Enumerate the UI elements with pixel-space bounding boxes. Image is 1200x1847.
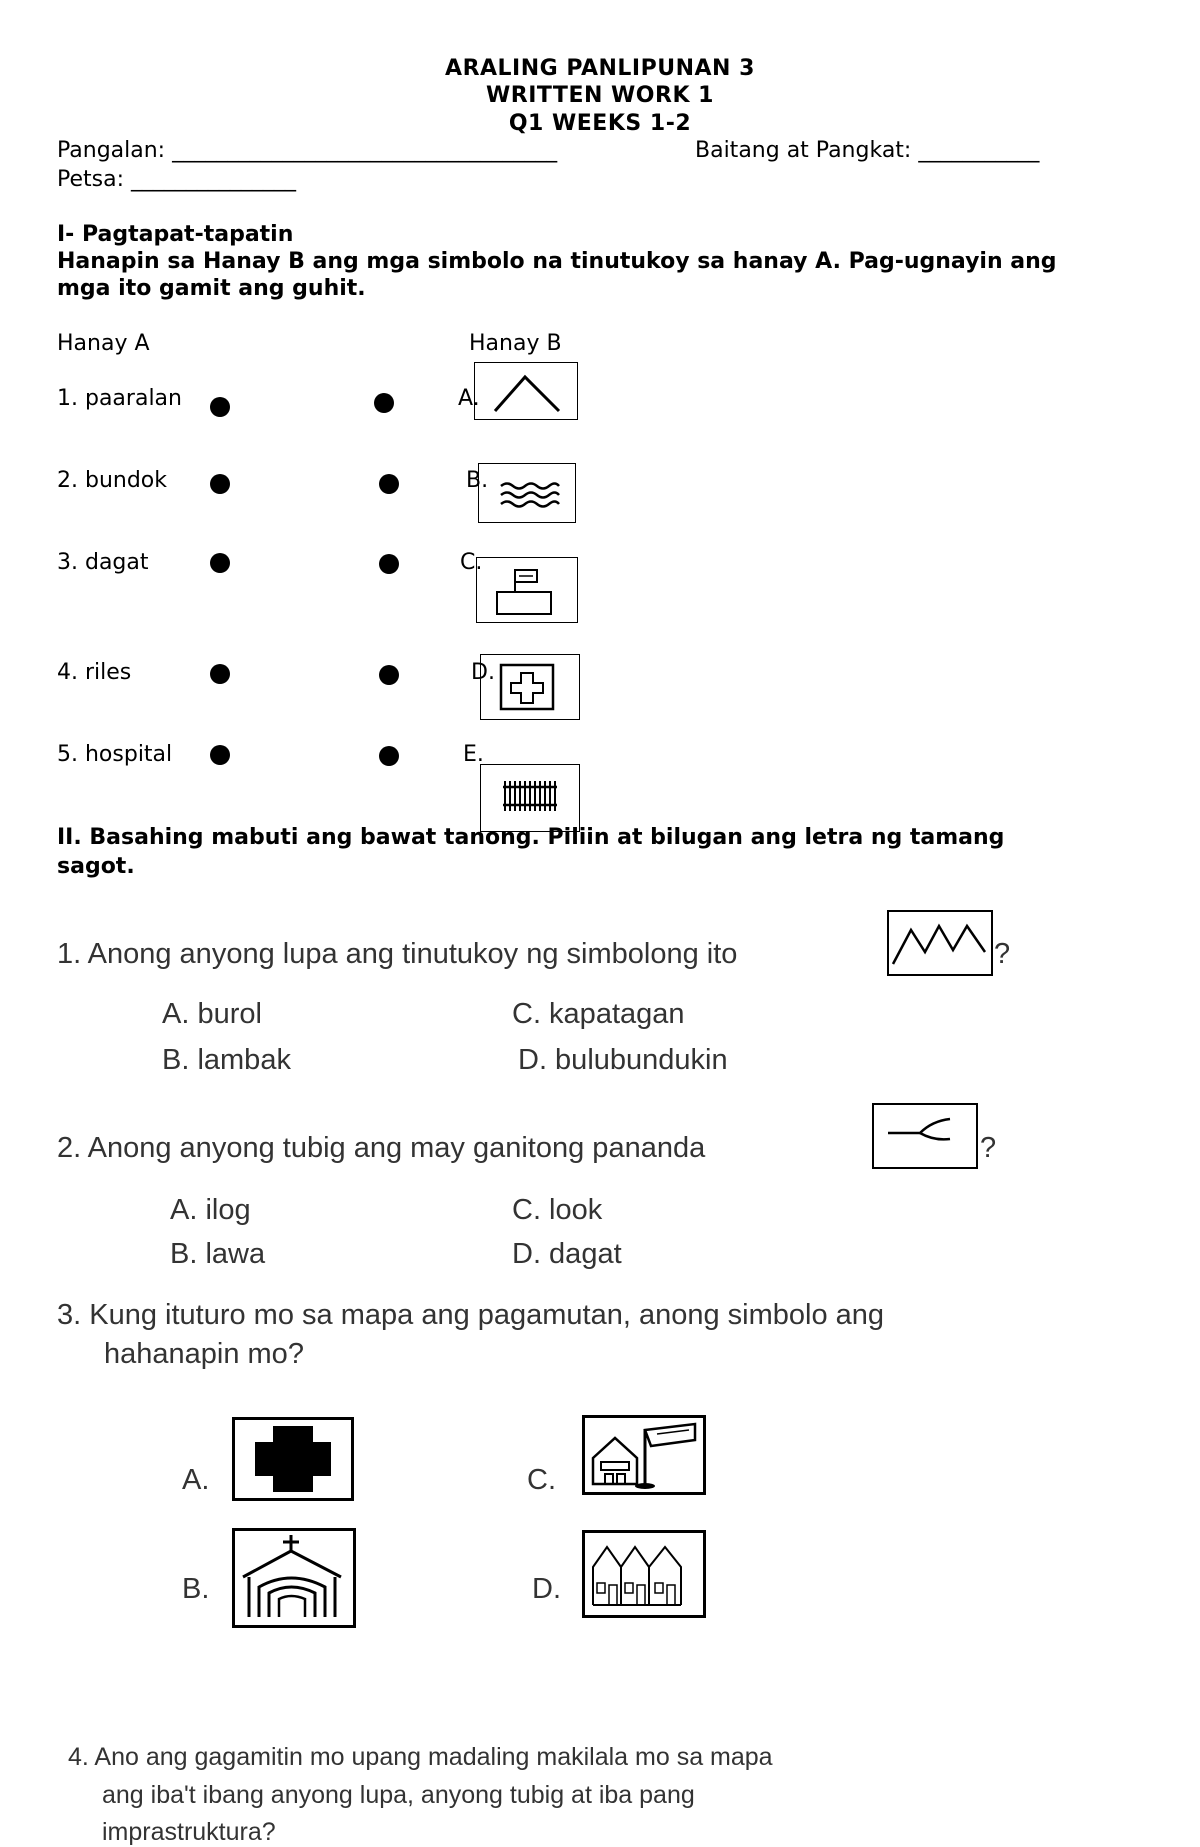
q2-question-mark: ? [980,1132,997,1164]
school-flag-icon [477,558,577,622]
q1-option-a[interactable]: A. burol [162,998,262,1030]
church-icon [235,1531,353,1625]
column-a-label: Hanay A [57,331,150,356]
q3-option-b-box[interactable] [232,1528,356,1628]
q2-option-a[interactable]: A. ilog [170,1194,251,1226]
q1-text: 1. Anong anyong lupa ang tinutukoy ng simbolong ito [57,938,738,970]
match-dot-a5[interactable] [210,745,230,765]
part2-instruction-line1: II. Basahing mabuti ang bawat tanong. Piliin at bilugan ang letra ng tamang [57,825,1005,850]
match-dot-b1[interactable] [374,393,394,413]
river-icon [874,1105,976,1167]
q3-option-d-box[interactable] [582,1530,706,1618]
name-field[interactable]: Pangalan: ___________________________________ [57,138,558,163]
match-dot-b5[interactable] [379,746,399,766]
part1-title: I- Pagtapat-tapatin [57,222,294,247]
q3-option-b-label[interactable]: B. [182,1573,210,1605]
choice-e-label: E. [463,742,484,767]
q2-option-c[interactable]: C. look [512,1194,603,1226]
q3-option-c-box[interactable] [582,1415,706,1495]
q1-option-d[interactable]: D. bulubundukin [518,1044,728,1076]
match-dot-a1[interactable] [210,397,230,417]
q2-symbol-box [872,1103,978,1169]
quarter-label: Q1 WEEKS 1-2 [508,111,692,136]
column-a-item-5: 5. hospital [57,742,173,767]
choice-e-box [480,764,580,832]
choice-b-label: B. [466,468,489,493]
match-dot-b3[interactable] [379,554,399,574]
choice-c-label: C. [460,550,483,575]
q3-text-line1: 3. Kung ituturo mo sa mapa ang pagamutan, anong simbolo ang [57,1299,885,1331]
cross-icon [481,655,579,719]
column-a-item-3: 3. dagat [57,550,149,575]
q3-option-d-label[interactable]: D. [532,1573,561,1605]
choice-b-box [478,463,576,523]
q4-text-line3: imprastruktura? [102,1818,276,1846]
q3-text-line2: hahanapin mo? [104,1338,304,1370]
part2-instruction-line2: sagot. [57,854,135,879]
q2-text: 2. Anong anyong tubig ang may ganitong pananda [57,1132,706,1164]
choice-d-label: D. [471,660,495,685]
q4-text-line2: ang iba't ibang anyong lupa, anyong tubig at iba pang [102,1781,695,1809]
school-flag-icon [585,1418,703,1492]
q1-option-b[interactable]: B. lambak [162,1044,291,1076]
choice-a-label: A. [458,386,480,411]
q2-option-d[interactable]: D. dagat [512,1238,622,1270]
column-b-label: Hanay B [469,331,562,356]
mountain-icon [475,363,577,419]
match-dot-b4[interactable] [379,665,399,685]
waves-icon [479,464,575,522]
match-dot-a4[interactable] [210,664,230,684]
document-title: ARALING PANLIPUNAN 3 [445,56,755,81]
q3-option-a-label[interactable]: A. [182,1464,210,1496]
choice-c-box [476,557,578,623]
match-dot-a2[interactable] [210,474,230,494]
q3-option-a-box[interactable] [232,1417,354,1501]
railroad-icon [481,765,579,831]
mountain-range-icon [889,912,991,974]
choice-d-box [480,654,580,720]
q1-symbol-box [887,910,993,976]
solid-cross-icon [235,1420,351,1498]
q4-text-line1: 4. Ano ang gagamitin mo upang madaling makilala mo sa mapa [68,1743,773,1771]
q2-option-b[interactable]: B. lawa [170,1238,266,1270]
column-a-item-1: 1. paaralan [57,386,182,411]
document-subtitle: WRITTEN WORK 1 [486,83,714,108]
part1-instruction-line2: mga ito gamit ang guhit. [57,276,366,301]
date-field[interactable]: Petsa: _______________ [57,167,296,192]
column-a-item-4: 4. riles [57,660,132,685]
q1-question-mark: ? [994,938,1011,970]
match-dot-b2[interactable] [379,474,399,494]
grade-section-field[interactable]: Baitang at Pangkat: ___________ [695,138,1040,163]
choice-a-box [474,362,578,420]
houses-icon [585,1533,703,1615]
q1-option-c[interactable]: C. kapatagan [512,998,685,1030]
q3-option-c-label[interactable]: C. [527,1464,556,1496]
column-a-item-2: 2. bundok [57,468,167,493]
part1-instruction-line1: Hanapin sa Hanay B ang mga simbolo na tinutukoy sa hanay A. Pag-ugnayin ang [57,249,1057,274]
match-dot-a3[interactable] [210,553,230,573]
